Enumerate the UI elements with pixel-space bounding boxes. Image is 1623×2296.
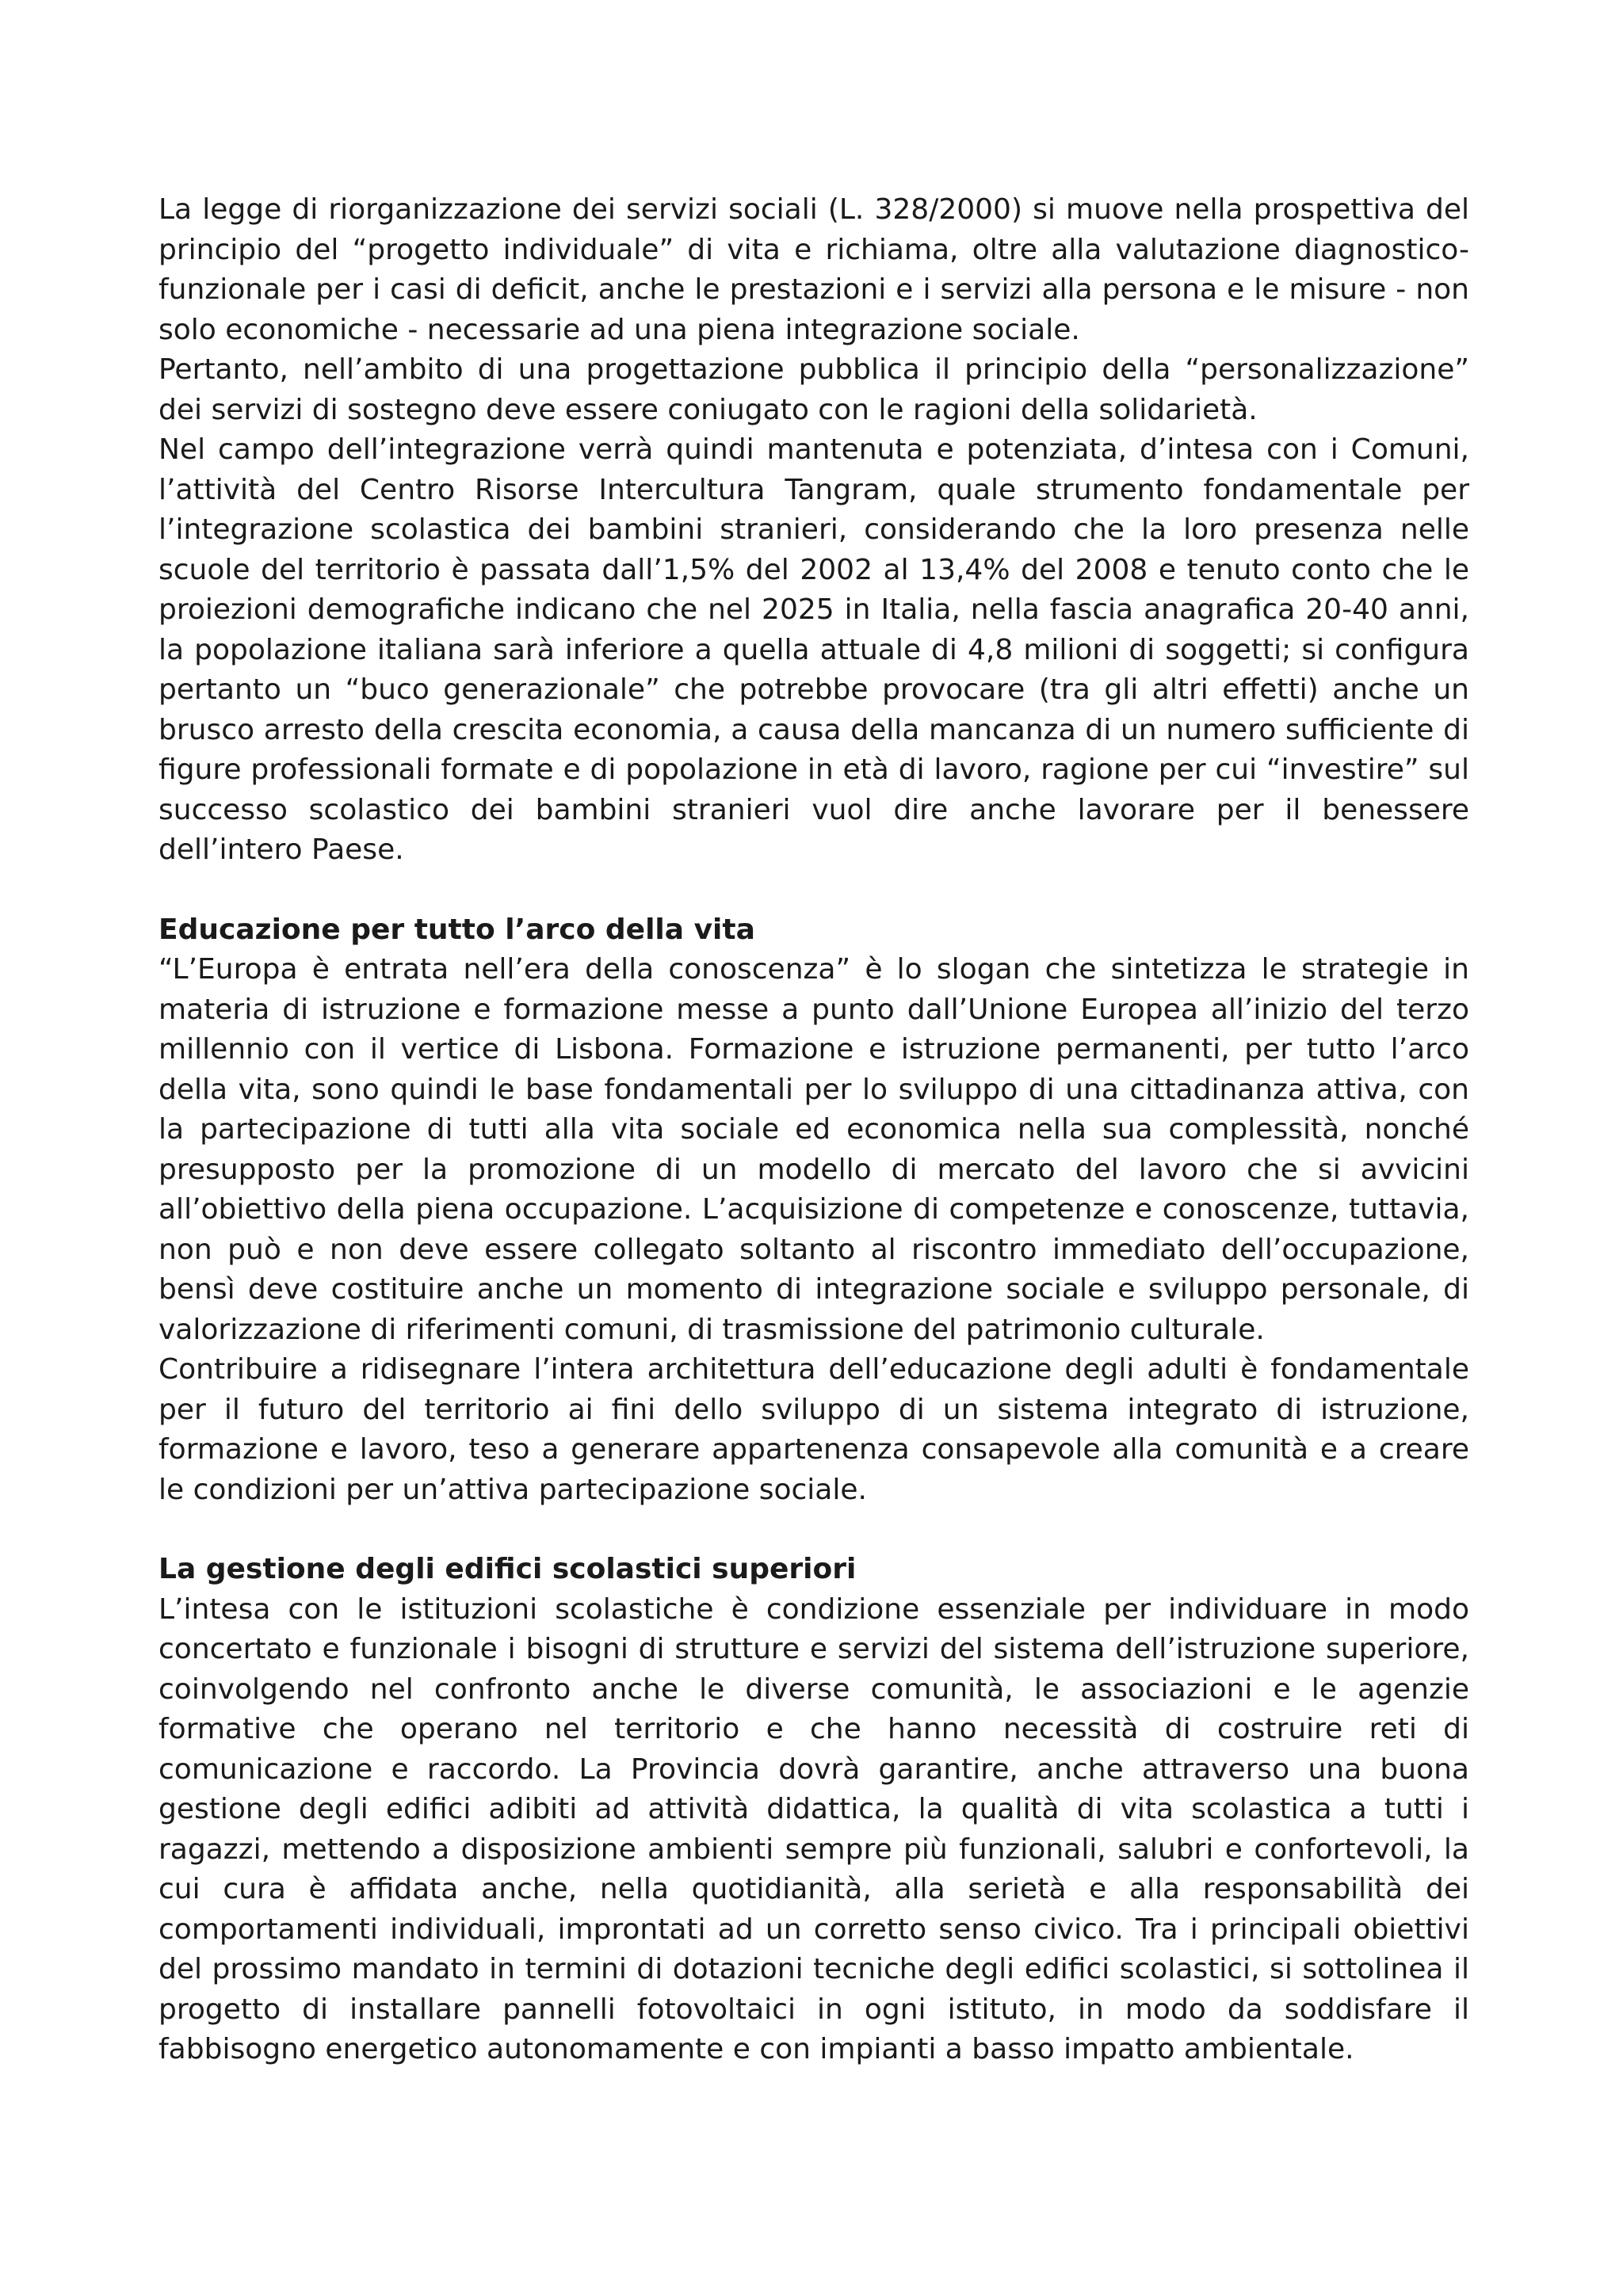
section-heading: La gestione degli edifici scolastici superiori [158, 1553, 857, 1585]
section-buildings [158, 1550, 1469, 2070]
document-page [158, 190, 1469, 2070]
section-education [158, 910, 1469, 1511]
paragraph: Pertanto, nell’ambito di una progettazione pubblica il principio della “personalizzazione” dei servizi di sostegno deve essere coniugato con le ragioni della solidarietà. [158, 353, 1469, 426]
paragraph: L’intesa con le istituzioni scolastiche è condizione essenziale per individuare in modo concertato e funzionale i bisogni di strutture e servizi del sistema dell’istruzione superiore, coinvolgendo nel confronto anche le diverse comunità, le associazioni e le agenzie formative che operano nel territorio e che hanno necessità di costruire reti di comunicazione e raccordo. La Provincia dovrà garantire, anche attraverso una buona gestione degli edifici adibiti ad attività didattica, la qualità di vita scolastica a tutti i ragazzi, mettendo a disposizione ambienti sempre più funzionali, salubri e confortevoli, la cui cura è affidata anche, nella quotidianità, alla serietà e alla responsabilità dei comportamenti individuali, improntati ad un corretto senso civico. Tra i principali obiettivi del prossimo mandato in termini di dotazioni tecniche degli edifici scolastici, si sottolinea il progetto di installare pannelli fotovoltaici in ogni istituto, in modo da soddisfare il fabbisogno energetico autonomamente e con impianti a basso impatto ambientale. [158, 1592, 1469, 2065]
intro-section [158, 190, 1469, 871]
section-heading: Educazione per tutto l’arco della vita [158, 913, 755, 946]
paragraph: Contribuire a ridisegnare l’intera architettura dell’educazione degli adulti è fondamentale per il futuro del territorio ai fini dello sviluppo di un sistema integrato di istruzione, formazione e lavoro, teso a generare appartenenza consapevole alla comunità e a creare le condizioni per un’attiva partecipazione sociale. [158, 1353, 1469, 1506]
paragraph: Nel campo dell’integrazione verrà quindi mantenuta e potenziata, d’intesa con i Comuni, l’attività del Centro Risorse Intercultura Tangram, quale strumento fondamentale per l’integrazione scolastica dei bambini stranieri, considerando che la loro presenza nelle scuole del territorio è passata dall’1,5% del 2002 al 13,4% del 2008 e tenuto conto che le proiezioni demografiche indicano che nel 2025 in Italia, nella fascia anagrafica 20-40 anni, la popolazione italiana sarà inferiore a quella attuale di 4,8 milioni di soggetti; si configura pertanto un “buco generazionale” che potrebbe provocare (tra gli altri effetti) anche un brusco arresto della crescita economia, a causa della mancanza di un numero sufficiente di figure professionali formate e di popolazione in età di lavoro, ragione per cui “investire” sul successo scolastico dei bambini stranieri vuol dire anche lavorare per il benessere dell’intero Paese. [158, 433, 1469, 866]
paragraph: La legge di riorganizzazione dei servizi sociali (L. 328/2000) si muove nella prospettiva del principio del “progetto individuale” di vita e richiama, oltre alla valutazione diagnostico-funzionale per i casi di deficit, anche le prestazioni e i servizi alla persona e le misure - non solo economiche - necessarie ad una piena integrazione sociale. [158, 193, 1469, 346]
paragraph: “L’Europa è entrata nell’era della conoscenza” è lo slogan che sintetizza le strategie in materia di istruzione e formazione messe a punto dall’Unione Europea all’inizio del terzo millennio con il vertice di Lisbona. Formazione e istruzione permanenti, per tutto l’arco della vita, sono quindi le base fondamentali per lo sviluppo di una cittadinanza attiva, con la partecipazione di tutti alla vita sociale ed economica nella sua complessità, nonché presupposto per la promozione di un modello di mercato del lavoro che si avvicini all’obiettivo della piena occupazione. L’acquisizione di competenze e conoscenze, tuttavia, non può e non deve essere collegato soltanto al riscontro immediato dell’occupazione, bensì deve costituire anche un momento di integrazione sociale e sviluppo personale, di valorizzazione di riferimenti comuni, di trasmissione del patrimonio culturale. [158, 953, 1469, 1346]
